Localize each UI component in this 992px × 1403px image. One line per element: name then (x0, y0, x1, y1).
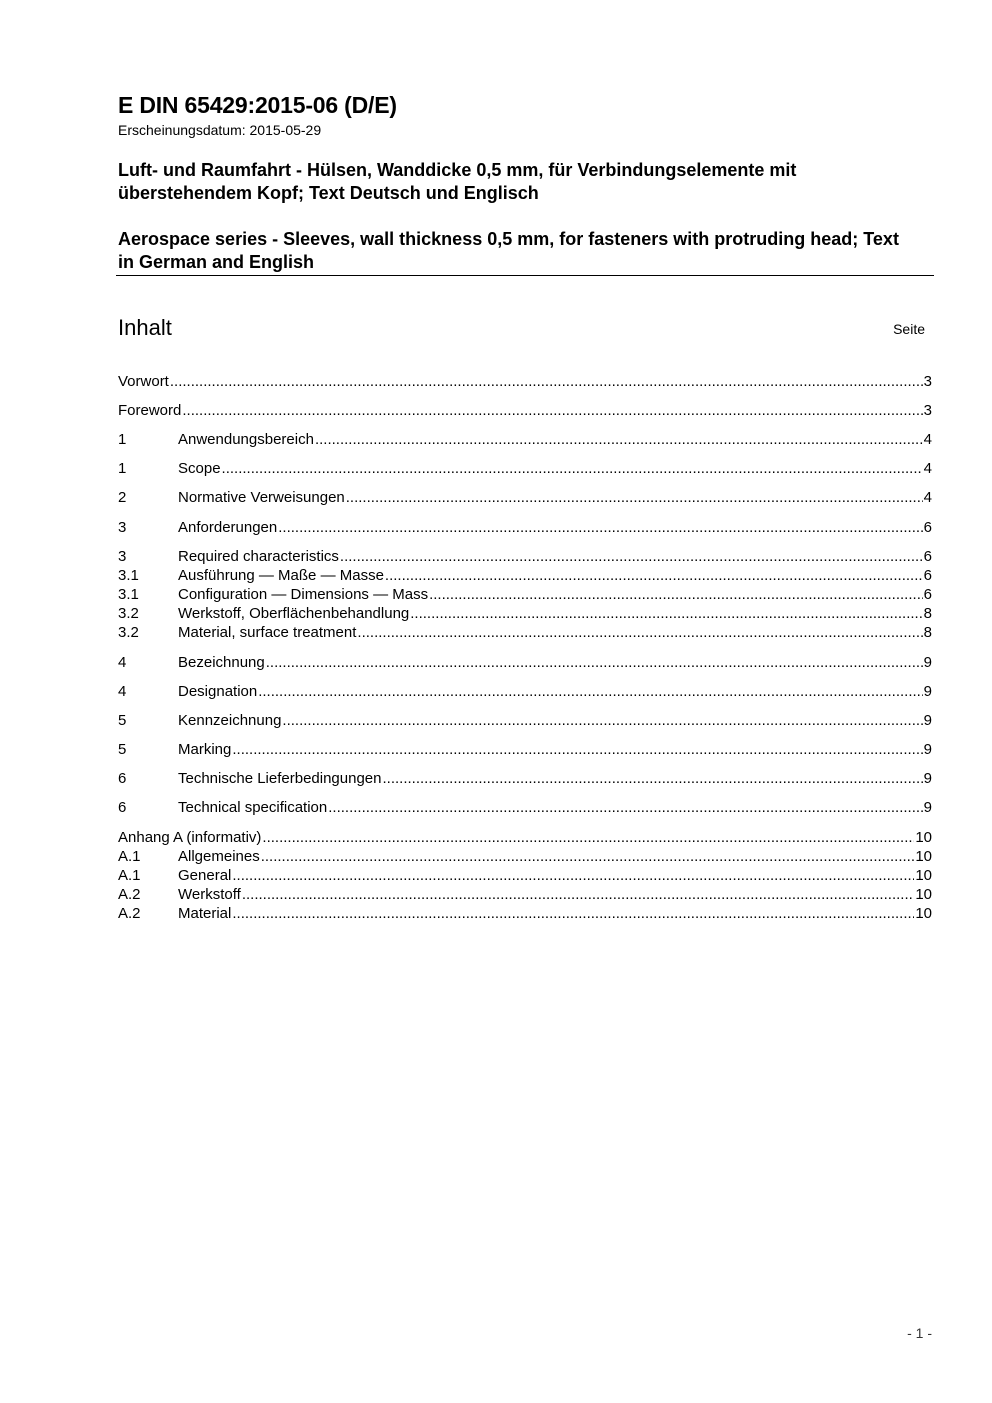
toc-entry-title: Material (178, 905, 232, 922)
toc-entry[interactable] (118, 828, 932, 847)
toc-entry-page: 6 (923, 548, 932, 565)
toc-dot-leader (410, 604, 922, 623)
toc-entry-number: A.2 (118, 886, 141, 903)
title-german: Luft- und Raumfahrt - Hülsen, Wanddicke 0,5 mm, für Verbindungselemente mit überstehendem Kopf; Text Deutsch und Englisch (118, 160, 797, 203)
toc-entry-number: 3.2 (118, 624, 139, 641)
toc-entry-title: Required characteristics (178, 548, 339, 565)
page-number: - 1 - (907, 1325, 932, 1341)
toc-entry-number: A.1 (118, 867, 141, 884)
toc-dot-leader (182, 401, 922, 420)
toc-entry-page: 9 (923, 654, 932, 671)
toc-dot-leader (346, 488, 923, 507)
toc-entry-title: Scope (178, 460, 221, 477)
toc-entry[interactable] (118, 518, 932, 537)
toc-entry-title: Kennzeichnung (178, 712, 282, 729)
toc-entry-title: Marking (178, 741, 232, 758)
toc-entry-page: 4 (923, 431, 932, 448)
toc-entry-number: 4 (118, 683, 127, 700)
toc-entry-page: 10 (915, 829, 932, 846)
toc-entry-title: Allgemeines (178, 848, 260, 865)
toc-entry-page: 10 (915, 905, 932, 922)
toc-dot-leader (266, 653, 923, 672)
toc-dot-leader (232, 740, 922, 759)
toc-entry-title: Designation (178, 683, 258, 700)
toc-dot-leader (222, 459, 923, 478)
toc-entry-page: 3 (923, 373, 932, 390)
toc-entry-number: A.1 (118, 848, 141, 865)
toc-entry[interactable] (118, 798, 932, 817)
toc-entry[interactable] (118, 459, 932, 478)
toc-entry-page: 3 (923, 402, 932, 419)
toc-entry-title: Normative Verweisungen (178, 489, 345, 506)
toc-entry[interactable] (118, 623, 932, 642)
toc-entry-number: 3.1 (118, 567, 139, 584)
toc-entry-number: 1 (118, 460, 127, 477)
toc-entry-title: Foreword (118, 402, 182, 419)
header-divider (116, 275, 934, 276)
toc-dot-leader (282, 711, 922, 730)
toc-entry[interactable] (118, 740, 932, 759)
toc-heading: Inhalt (118, 315, 172, 340)
toc-dot-leader (262, 828, 914, 847)
toc-entry-page: 6 (923, 519, 932, 536)
toc-entry-title: Werkstoff, Oberflächenbehandlung (178, 605, 410, 622)
toc-entry-page: 9 (923, 683, 932, 700)
toc-entry-title: Configuration — Dimensions — Mass (178, 586, 429, 603)
toc-entry-number: 6 (118, 770, 127, 787)
toc-entry-title: Bezeichnung (178, 654, 265, 671)
toc-entry-number: 2 (118, 489, 127, 506)
toc-entry[interactable] (118, 866, 932, 885)
toc-entry-page: 9 (923, 799, 932, 816)
title-english: Aerospace series - Sleeves, wall thickness 0,5 mm, for fasteners with protruding head; Text in German and English (118, 229, 899, 272)
toc-entry-title: Material, surface treatment (178, 624, 357, 641)
toc-entry-number: 4 (118, 654, 127, 671)
toc-dot-leader (278, 518, 922, 537)
toc-entry-title: Technische Lieferbedingungen (178, 770, 382, 787)
toc-entry-number: 3 (118, 519, 127, 536)
document-id: E DIN 65429:2015-06 (D/E) (118, 92, 397, 118)
toc-entry-title: Anwendungsbereich (178, 431, 314, 448)
toc-dot-leader (429, 585, 923, 604)
toc-entry[interactable] (118, 885, 932, 904)
toc-entry-page: 10 (915, 848, 932, 865)
toc-entry-number: 5 (118, 741, 127, 758)
toc-dot-leader (261, 847, 915, 866)
toc-entry-page: 4 (923, 460, 932, 477)
toc-entry[interactable] (118, 401, 932, 420)
toc-entry[interactable] (118, 547, 932, 566)
toc-dot-leader (170, 372, 923, 391)
toc-entry-page: 8 (923, 624, 932, 641)
toc-dot-leader (242, 885, 915, 904)
toc-dot-leader (340, 547, 923, 566)
toc-entry-title: Vorwort (118, 373, 169, 390)
toc-entry-number: 6 (118, 799, 127, 816)
toc-entry[interactable] (118, 769, 932, 788)
toc-entry[interactable] (118, 904, 932, 923)
toc-entry[interactable] (118, 711, 932, 730)
toc-dot-leader (328, 798, 922, 817)
toc-entry-page: 9 (923, 770, 932, 787)
toc-entry[interactable] (118, 488, 932, 507)
toc-entry-title: Technical specification (178, 799, 328, 816)
toc-entry-number: 3.2 (118, 605, 139, 622)
toc-entry-title: Werkstoff (178, 886, 241, 903)
toc-entry[interactable] (118, 430, 932, 449)
toc-dot-leader (232, 866, 914, 885)
toc-entry[interactable] (118, 585, 932, 604)
toc-entry-number: 3 (118, 548, 127, 565)
toc-entry-page: 6 (923, 586, 932, 603)
toc-entry-title: Anhang A (informativ) (118, 829, 262, 846)
toc-entry[interactable] (118, 372, 932, 391)
toc-entry[interactable] (118, 847, 932, 866)
toc-entry-page: 9 (923, 712, 932, 729)
toc-entry[interactable] (118, 566, 932, 585)
publication-date: Erscheinungsdatum: 2015-05-29 (118, 122, 322, 138)
toc-entry-page: 10 (915, 867, 932, 884)
toc-entry-number: 1 (118, 431, 127, 448)
toc-dot-leader (385, 566, 923, 585)
toc-dot-leader (383, 769, 923, 788)
toc-entry-title: General (178, 867, 232, 884)
toc-dot-leader (315, 430, 923, 449)
toc-entry-page: 4 (923, 489, 932, 506)
toc-entry-title: Ausführung — Maße — Masse (178, 567, 384, 584)
toc-entry-title: Anforderungen (178, 519, 278, 536)
toc-entry-page: 9 (923, 741, 932, 758)
toc-entry-number: 5 (118, 712, 127, 729)
toc-entry-page: 8 (923, 605, 932, 622)
toc-entry[interactable] (118, 682, 932, 701)
toc-entry-number: 3.1 (118, 586, 139, 603)
toc-entry-page: 6 (923, 567, 932, 584)
toc-dot-leader (258, 682, 922, 701)
toc-entry[interactable] (118, 604, 932, 623)
toc-dot-leader (232, 904, 914, 923)
toc-entry[interactable] (118, 653, 932, 672)
toc-entry-page: 10 (915, 886, 932, 903)
toc-entry-number: A.2 (118, 905, 141, 922)
toc-page-column-label: Seite (893, 321, 925, 337)
toc-dot-leader (357, 623, 922, 642)
